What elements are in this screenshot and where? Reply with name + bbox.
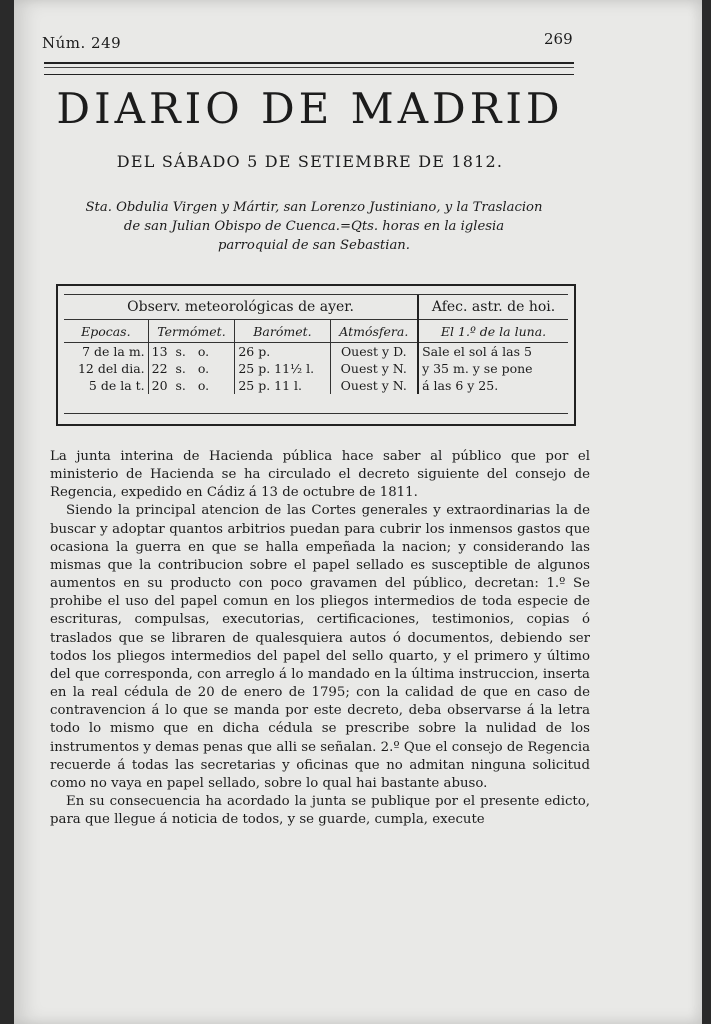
article-body <box>50 448 590 829</box>
col-header: Epocas. <box>64 320 148 343</box>
masthead-title: DIARIO DE MADRID <box>56 84 564 133</box>
weather-row: 5 de la t. 20 s. o. 25 p. 11 l. Ouest y N. á las 6 y 25. <box>64 377 568 394</box>
weather-row: 12 del dia. 22 s. o. 25 p. 11½ l. Ouest y N. y 35 m. y se pone <box>64 360 568 377</box>
col-header: Atmósfera. <box>330 320 418 343</box>
paragraph: En su consecuencia ha acordado la junta se publique por el presente edicto, para que llegue á noticia de todos, y se guarde, cumpla, execute <box>50 793 590 828</box>
page-number: 269 <box>544 30 573 48</box>
weather-table <box>56 284 576 426</box>
saints-of-the-day <box>54 198 574 255</box>
saints-line: parroquial de san Sebastian. <box>217 238 410 253</box>
saints-line: de san Julian Obispo de Cuenca.=Qts. horas en la iglesia <box>123 219 505 234</box>
issue-number: Núm. 249 <box>42 34 122 52</box>
weather-row: 7 de la m. 13 s. o. 26 p. Ouest y D. Sale el sol á las 5 <box>64 343 568 361</box>
masthead-rule <box>44 62 574 75</box>
paragraph: La junta interina de Hacienda pública hace saber al público que por el ministerio de Hacienda se ha circulado el decreto siguiente del consejo de Regencia, expedido en Cádiz á 13 de octubre de 1811. <box>50 449 590 501</box>
masthead-date: DEL SÁBADO 5 DE SETIEMBRE DE 1812. <box>116 152 504 171</box>
col-header: El 1.º de la luna. <box>418 320 568 343</box>
paragraph: Siendo la principal atencion de las Cortes generales y extraordinarias la de buscar y adoptar quantos arbitrios puedan para cubrir los inmensos gastos que ocasiona la guerra en que se halla empeñada la nacion; y considerando las mismas que la contribucion sobre el papel sellado es susceptible de algunos aumentos en su producto con poco gravamen del público, decretan: 1.º Se prohibe el uso del papel comun en los pliegos intermedios de toda especie de escrituras, compulsas, executorias, certificaciones, testimonios, copias ó traslados que se libraren de qualesquiera autos ó documentos, debiendo ser todos los pliegos intermedios del papel del sello quarto, y el primero y último del que corresponda, con arreglo á lo mandado en la última instruccion, inserta en la real cédula de 20 de enero de 1795; con la calidad de que en caso de contravencion á lo que se manda por este decreto, deba observarse á la letra todo lo mismo que en dicha cédula se prescribe sobre la nulidad de los instrumentos y demas penas que alli se señalan. 2.º Que el consejo de Regencia recuerde á todas las secretarias y oficinas que no admitan ninguna solicitud como no vaya en papel sellado, sobre lo qual hai bastante abuso. <box>50 503 590 791</box>
newspaper-page <box>14 0 702 1024</box>
weather-caption-right: Afec. astr. de hoi. <box>418 295 568 320</box>
col-header: Barómet. <box>235 320 330 343</box>
saints-line: Sta. Obdulia Virgen y Mártir, san Lorenzo Justiniano, y la Traslacion <box>85 200 543 215</box>
col-header: Termómet. <box>148 320 235 343</box>
weather-caption-left: Observ. meteorológicas de ayer. <box>64 295 418 320</box>
